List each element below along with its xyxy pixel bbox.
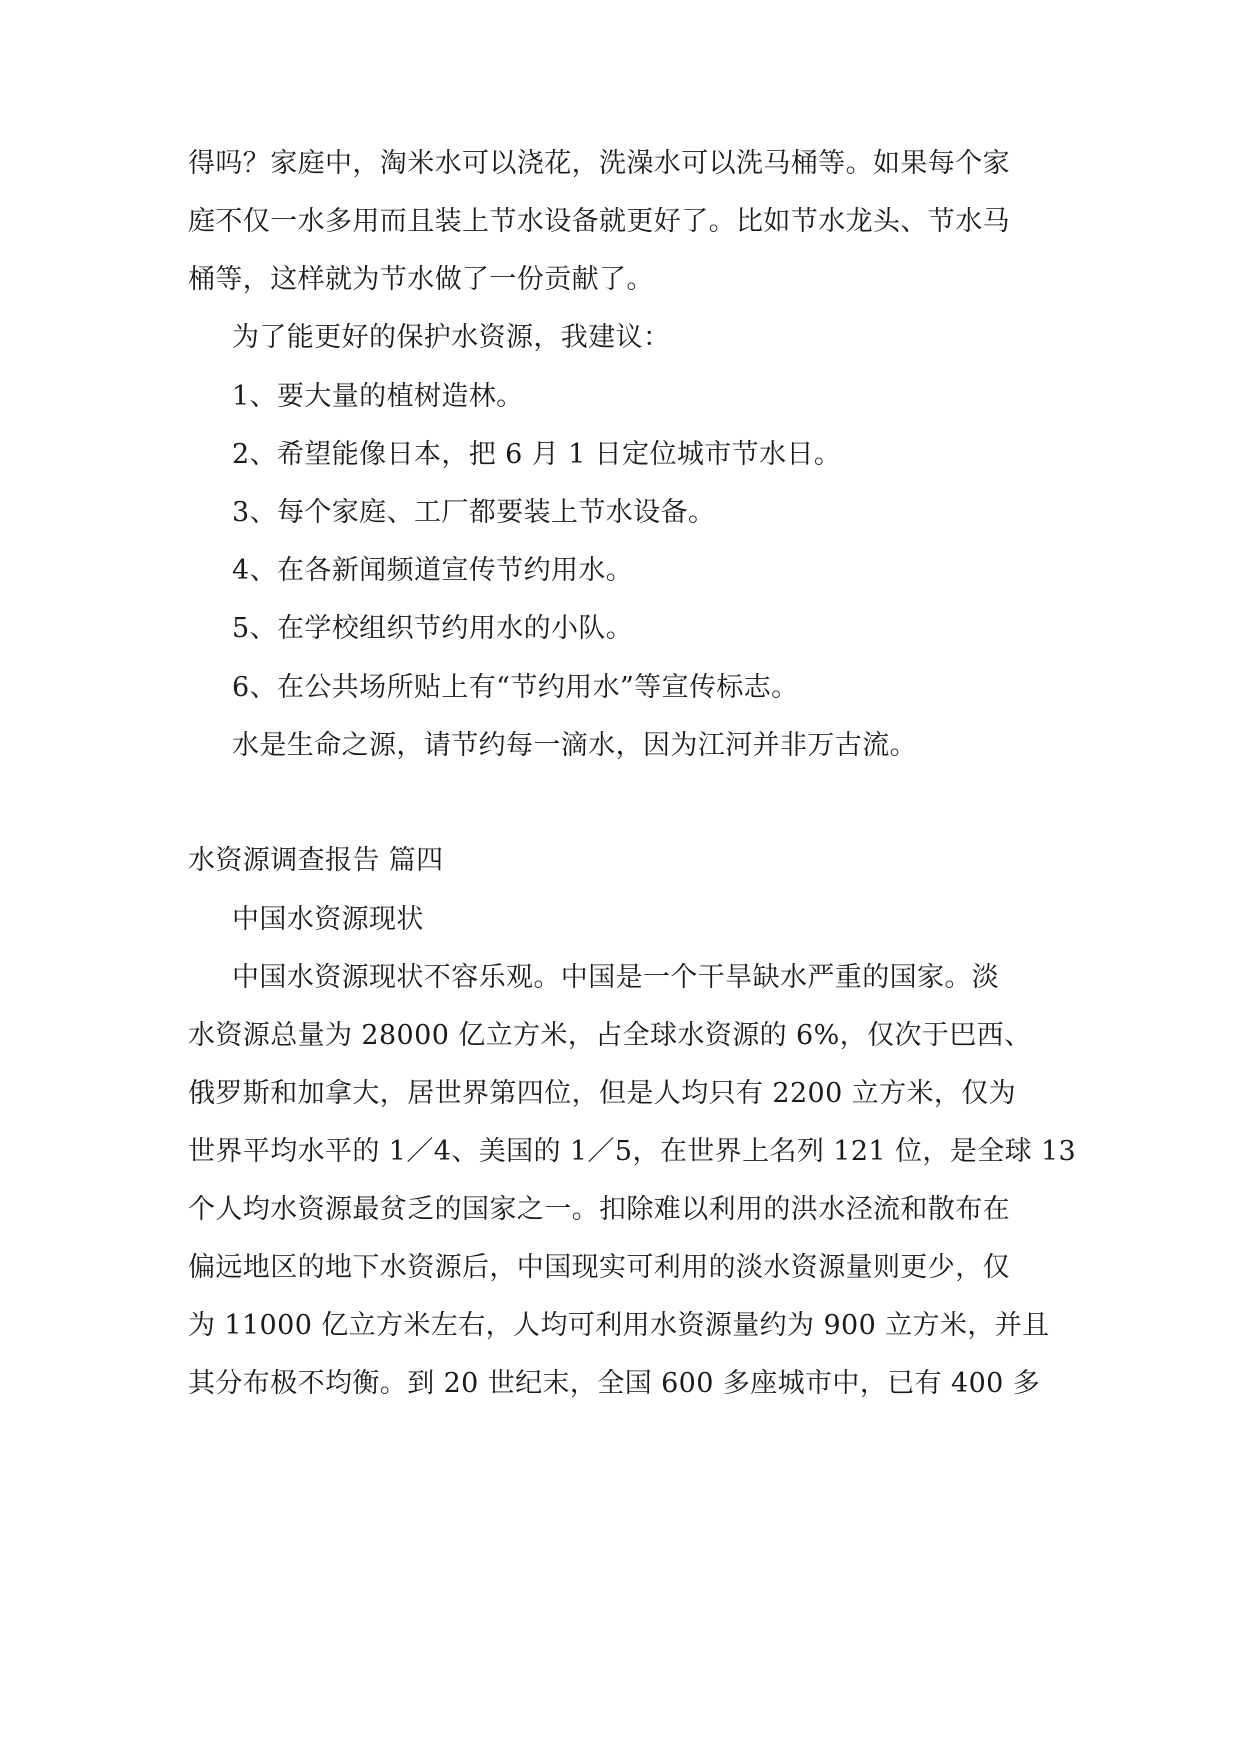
section-heading: 水资源调查报告 篇四	[188, 845, 444, 876]
suggestion-item: 6、在公共场所贴上有“节约用水”等宣传标志。	[232, 672, 799, 703]
paragraph-line: 其分布极不均衡。到 20 世纪末，全国 600 多座城市中，已有 400 多	[188, 1368, 1041, 1399]
paragraph-line: 个人均水资源最贫乏的国家之一。扣除难以利用的洪水泾流和散布在	[188, 1194, 1010, 1225]
suggestion-item: 4、在各新闻频道宣传节约用水。	[232, 555, 634, 586]
paragraph-line: 桶等，这样就为节水做了一份贡献了。	[188, 264, 654, 295]
suggestion-item: 1、要大量的植树造林。	[232, 381, 524, 412]
paragraph-line: 为 11000 亿立方米左右，人均可利用水资源量约为 900 立方米，并且	[188, 1310, 1050, 1341]
paragraph-line: 偏远地区的地下水资源后，中国现实可利用的淡水资源量则更少，仅	[188, 1252, 1010, 1283]
suggestion-intro: 为了能更好的保护水资源，我建议：	[232, 322, 671, 353]
paragraph-line: 俄罗斯和加拿大，居世界第四位，但是人均只有 2200 立方米，仅为	[188, 1078, 1017, 1109]
paragraph-line: 庭不仅一水多用而且装上节水设备就更好了。比如节水龙头、节水马	[188, 206, 1010, 237]
suggestion-item: 3、每个家庭、工厂都要装上节水设备。	[232, 497, 716, 528]
section-subheading: 中国水资源现状	[232, 904, 424, 935]
paragraph-line: 世界平均水平的 1／4、美国的 1／5，在世界上名列 121 位，是全球 13	[188, 1136, 1077, 1167]
closing-sentence: 水是生命之源，请节约每一滴水，因为江河并非万古流。	[232, 730, 917, 761]
paragraph-line: 水资源总量为 28000 亿立方米，占全球水资源的 6%，仅次于巴西、	[188, 1020, 1032, 1051]
paragraph-line: 得吗？家庭中，淘米水可以浇花，洗澡水可以洗马桶等。如果每个家	[188, 148, 1010, 179]
paragraph-line: 中国水资源现状不容乐观。中国是一个干旱缺水严重的国家。淡	[232, 962, 1000, 993]
suggestion-item: 2、希望能像日本，把 6 月 1 日定位城市节水日。	[232, 439, 842, 470]
suggestion-item: 5、在学校组织节约用水的小队。	[232, 613, 634, 644]
